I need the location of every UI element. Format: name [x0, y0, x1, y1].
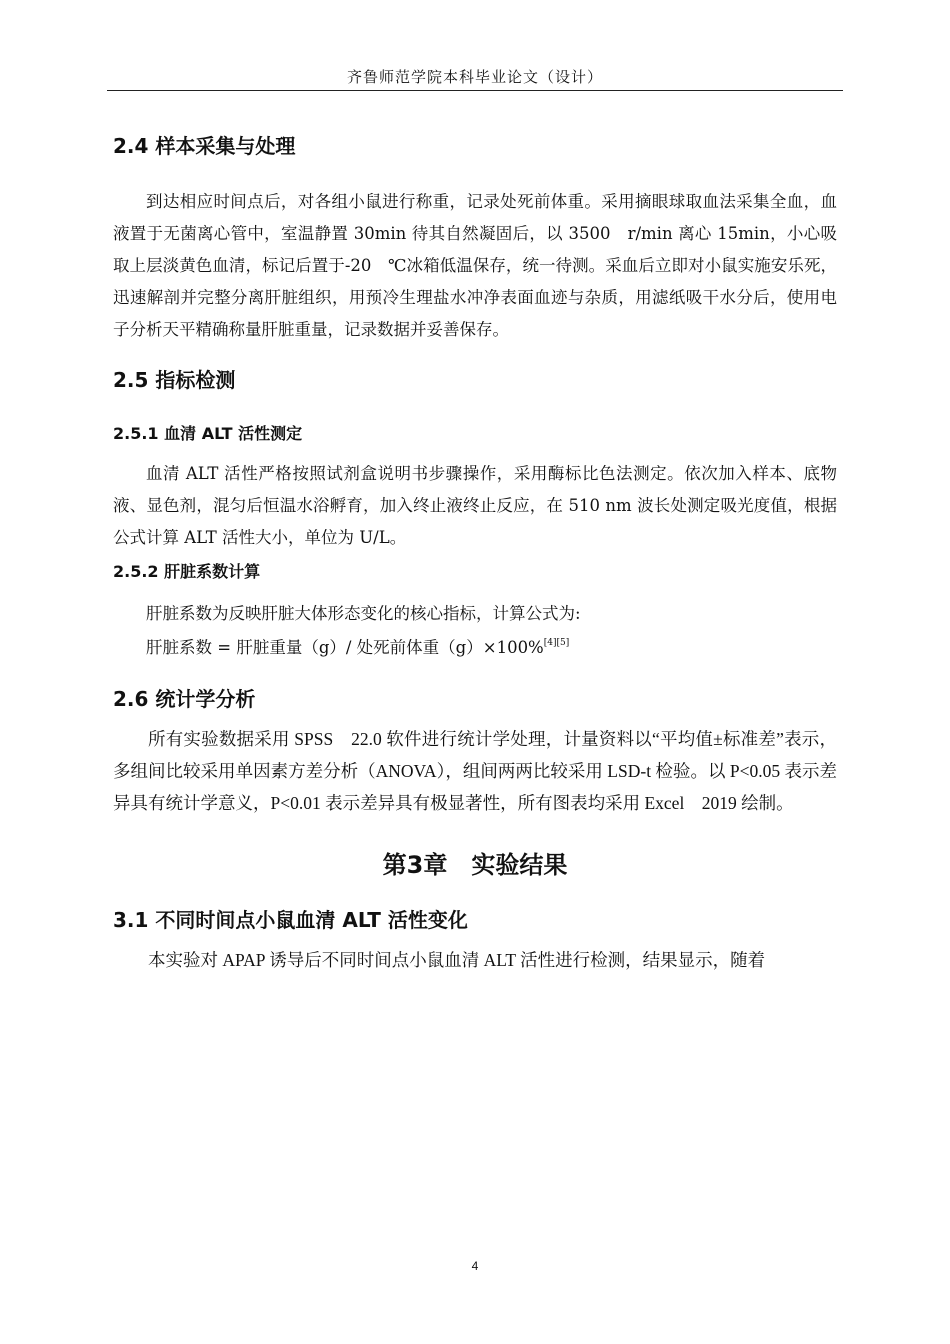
- section-2-5-2-heading: 2.5.2 肝脏系数计算: [113, 562, 261, 581]
- section-3-1-heading: 3.1 不同时间点小鼠血清 ALT 活性变化: [113, 908, 468, 932]
- header-rule: [107, 90, 843, 91]
- chapter-3-title: 第3章 实验结果: [382, 851, 568, 879]
- section-2-5-1-paragraph: 血清 ALT 活性严格按照试剂盒说明书步骤操作，采用酶标比色法测定。依次加入样本、底物液、显色剂，混匀后恒温水浴孵育，加入终止液终止反应，在 510 nm 波长处测定吸光度值，根据公式计算 ALT 活性大小，单位为 U/L。: [113, 464, 837, 547]
- section-3-1-paragraph: 本实验对 APAP 诱导后不同时间点小鼠血清 ALT 活性进行检测，结果显示，随着: [148, 950, 766, 970]
- section-2-6-paragraph: 所有实验数据采用 SPSS 22.0 软件进行统计学处理，计量资料以“平均值±标准差”表示，多组间比较采用单因素方差分析（ANOVA），组间两两比较采用 LSD-t 检验。以 P<0.05 表示差异具有统计学意义，P<0.01 表示差异具有极显著性，所有图表均采用 Excel 2019 绘制。: [113, 729, 837, 813]
- section-2-4-paragraph: 到达相应时间点后，对各组小鼠进行称重，记录处死前体重。采用摘眼球取血法采集全血，血液置于无菌离心管中，室温静置 30min 待其自然凝固后，以 3500 r/min 离心 15min，小心吸取上层淡黄色血清，标记后置于-20 ℃冰箱低温保存，统一待测。采血后立即对小鼠实施安乐死，迅速解剖并完整分离肝脏组织，用预冷生理盐水冲净表面血迹与杂质，用滤纸吸干水分后，使用电子分析天平精确称量肝脏重量，记录数据并妥善保存。: [113, 192, 837, 339]
- section-2-4-heading: 2.4 样本采集与处理: [113, 134, 296, 158]
- formula-citation: [4][5]: [543, 638, 570, 648]
- section-2-5-2-paragraph: 肝脏系数为反映肝脏大体形态变化的核心指标，计算公式为:: [146, 604, 581, 623]
- main-content: [113, 132, 837, 976]
- running-header: 齐鲁师范学院本科毕业论文（设计）: [346, 68, 603, 86]
- liver-coefficient-formula: [113, 630, 837, 661]
- formula-text: 肝脏系数 = 肝脏重量（g）/ 处死前体重（g）×100%: [146, 638, 544, 657]
- section-2-6-heading: 2.6 统计学分析: [113, 687, 256, 711]
- section-2-5-heading: 2.5 指标检测: [113, 368, 236, 392]
- section-2-5-1-heading: 2.5.1 血清 ALT 活性测定: [113, 424, 303, 443]
- page-number: 4: [471, 1259, 479, 1273]
